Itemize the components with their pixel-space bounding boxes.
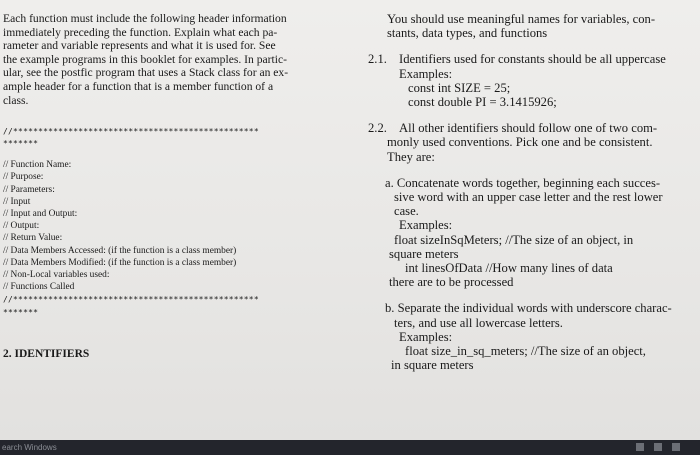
option-a: [355, 176, 700, 290]
text-line: in square meters: [391, 358, 474, 373]
text-line: there are to be processed: [389, 275, 514, 290]
text-line: ample header for a function that is a member function of a: [3, 79, 274, 93]
text-line: a. Concatenate words together, beginning each succes-: [385, 175, 661, 190]
text-line: Identifiers used for constants should be all uppercase: [399, 52, 666, 67]
rule-2-2: [355, 121, 700, 164]
text-line: stants, data types, and functions: [387, 26, 548, 41]
header-field: // Data Members Accessed: (if the function is a class member): [3, 245, 237, 256]
header-field: // Input and Output:: [3, 208, 78, 219]
header-template-fields: [3, 159, 348, 293]
comment-stars-bottom: //*************************************************: [3, 295, 259, 305]
comment-stars-top: //*************************************************: [3, 127, 259, 137]
code-line: float size_in_sq_meters; //The size of an object,: [405, 344, 646, 359]
header-field: // Return Value:: [3, 233, 63, 244]
tray-icon[interactable]: [672, 443, 680, 451]
text-line: You should use meaningful names for variables, con-: [387, 12, 656, 26]
comment-stars-bottom-cont: *******: [3, 308, 39, 318]
code-line: float sizeInSqMeters; //The size of an object, in: [394, 232, 634, 247]
text-line: rameter and variable represents and what it is used for. See: [3, 39, 276, 53]
text-line: ters, and use all lowercase letters.: [394, 315, 563, 330]
text-line: class.: [3, 93, 29, 107]
text-line: the example programs in this booklet for examples. In partic-: [3, 52, 287, 66]
code-line: const double PI = 3.1415926;: [408, 95, 557, 110]
text-line: Examples:: [399, 218, 453, 233]
right-column: [355, 12, 700, 372]
header-field: // Input: [3, 196, 31, 207]
code-line: int linesOfData //How many lines of data: [405, 261, 613, 276]
text-line: ular, see the postfic program that uses a Stack class for an ex-: [3, 66, 289, 80]
code-line: const int SIZE = 25;: [408, 80, 511, 95]
rule-number: 2.1.: [368, 52, 387, 67]
function-header-instructions: [3, 12, 348, 107]
header-field: // Output:: [3, 221, 40, 232]
header-field: // Non-Local variables used:: [3, 269, 110, 280]
text-line: immediately preceding the function. Explain what each pa-: [3, 25, 278, 39]
identifier-intro: [355, 12, 700, 40]
text-line: b. Separate the individual words with underscore charac-: [385, 301, 672, 316]
comment-stars-top-cont: *******: [3, 139, 39, 149]
header-field: // Parameters:: [3, 184, 55, 195]
tray-icon[interactable]: [654, 443, 662, 451]
header-field: // Function Name:: [3, 160, 72, 171]
text-line: All other identifiers should follow one of two com-: [399, 121, 658, 136]
header-field: // Purpose:: [3, 172, 44, 183]
left-column: [3, 12, 348, 360]
text-line: Examples:: [399, 329, 453, 344]
text-line: monly used conventions. Pick one and be consistent.: [387, 135, 653, 150]
rule-number: 2.2.: [368, 121, 387, 136]
section-heading: 2. IDENTIFIERS: [3, 348, 90, 361]
text-line: They are:: [387, 149, 435, 164]
system-tray: [636, 443, 680, 451]
tray-icon[interactable]: [636, 443, 644, 451]
header-field: // Data Members Modified: (if the function is a class member): [3, 257, 237, 268]
windows-taskbar: [0, 440, 700, 455]
text-line: case.: [394, 204, 419, 219]
text-line: sive word with an upper case letter and the rest lower: [394, 190, 663, 205]
option-b: [355, 301, 700, 372]
header-field: // Functions Called: [3, 282, 75, 293]
text-line: Each function must include the following header information: [3, 12, 287, 25]
taskbar-search-box[interactable]: earch Windows: [2, 443, 57, 452]
text-line: square meters: [389, 246, 459, 261]
text-line: Examples:: [399, 66, 453, 81]
rule-2-1: [355, 52, 700, 109]
